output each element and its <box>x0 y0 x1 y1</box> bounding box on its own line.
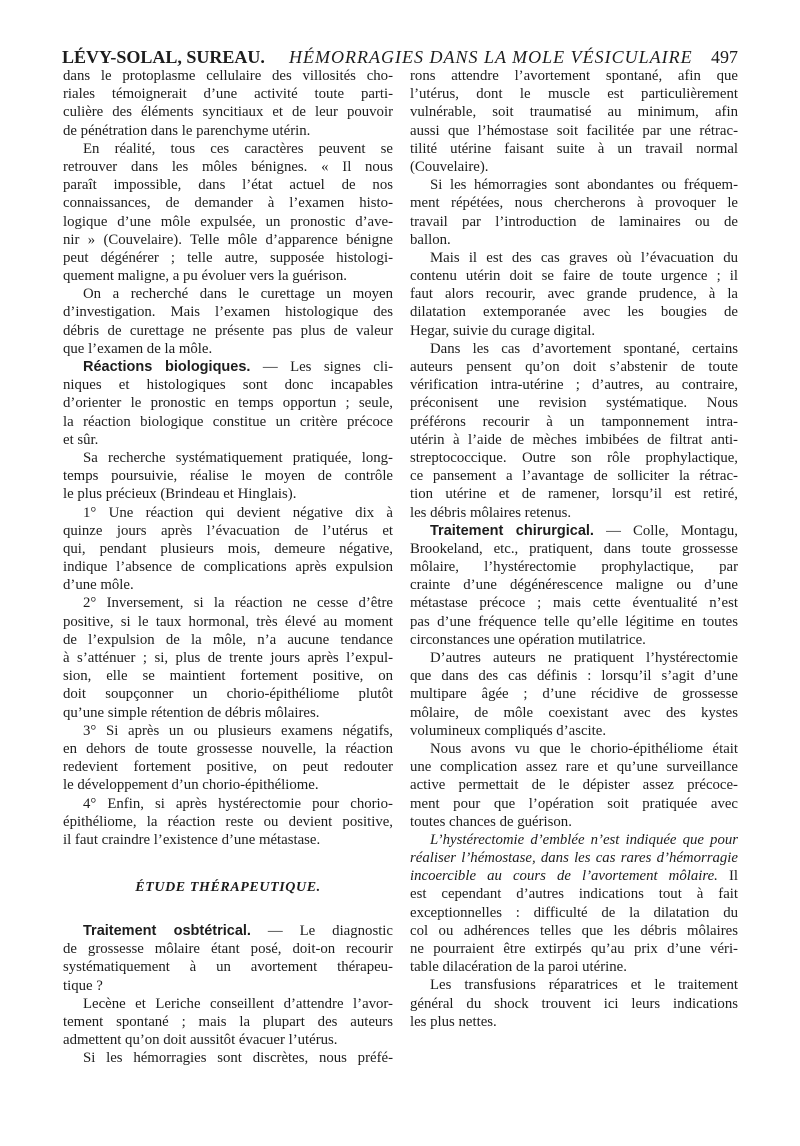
emphasis-text: réaliser l’hémostase, dans les cas rares d’hémorragie <box>410 850 738 867</box>
line-text: nir » (Couvelaire). Telle môle d’apparence bénigne <box>63 231 393 248</box>
line-text: le développement d’un chorio-épithéliome. <box>63 777 319 794</box>
text-line <box>63 831 393 849</box>
text-line <box>410 631 738 649</box>
text-line <box>410 213 738 231</box>
text-line <box>410 122 738 140</box>
text-line <box>63 795 393 813</box>
page-number: 497 <box>711 47 738 67</box>
line-text: — Les signes cli- <box>250 359 393 375</box>
text-line <box>410 958 738 976</box>
line-text: de l’expulsion de la môle, n’a aucune tendance <box>63 631 393 648</box>
text-line <box>63 995 393 1013</box>
line-text: ment pour que l’opération soit pratiquée avec <box>410 795 738 812</box>
text-line <box>410 667 738 685</box>
text-line <box>63 413 393 431</box>
text-line <box>63 977 393 995</box>
paragraph <box>63 722 393 795</box>
text-line <box>410 867 738 885</box>
line-text: ne pourraient être extirpés qu’au prix d’une véri- <box>410 941 738 957</box>
line-text: qui, pendant plusieurs mois, demeure négative, <box>63 540 393 557</box>
text-line <box>63 504 393 522</box>
line-text: ment répétées, nous chercherons à provoquer le <box>410 195 738 212</box>
text-line <box>410 249 738 267</box>
text-line <box>63 303 393 321</box>
paragraph <box>63 285 393 358</box>
text-line <box>63 1013 393 1031</box>
text-line <box>63 213 393 231</box>
text-line <box>63 285 393 303</box>
text-line <box>410 449 738 467</box>
line-text: paraît impossible, dans l’état actuel de nos <box>63 177 393 194</box>
text-line <box>63 122 393 140</box>
text-line <box>63 358 393 376</box>
line-text: D’autres auteurs ne pratiquent l’hystérectomie <box>430 650 738 666</box>
line-text: préférons recourir à un tamponnement intra- <box>410 413 738 430</box>
line-text: tique ? <box>63 977 103 994</box>
text-line <box>410 103 738 121</box>
run-in-heading: Traitement chirurgical. <box>430 522 594 539</box>
text-line <box>410 394 738 412</box>
text-line <box>410 813 738 831</box>
text-line <box>63 758 393 776</box>
paragraph <box>63 504 393 595</box>
line-text: streptococcique. Outre son rôle prophylactique, <box>410 449 738 466</box>
line-text: faut alors recourir, avec grande prudence, à la <box>410 286 738 303</box>
line-text: d’une môle. <box>63 577 134 594</box>
paragraph <box>410 176 738 249</box>
line-text: il faut craindre l’existence d’une métastase. <box>63 831 321 848</box>
line-text: épithéliome, la réaction reste ou devient positive, <box>63 813 393 830</box>
text-line <box>63 631 393 649</box>
line-text: Dans les cas d’avortement spontané, certains <box>430 340 738 357</box>
text-line <box>63 522 393 540</box>
line-text: Lecène et Leriche conseillent d’attendre l’avor- <box>83 995 393 1012</box>
text-line <box>410 140 738 158</box>
line-text: de pénétration dans le parenchyme utérin. <box>63 122 311 139</box>
line-text: Hegar, suivie du curage digital. <box>410 322 596 339</box>
left-column-text-continued <box>63 922 393 1068</box>
text-line <box>410 1013 738 1031</box>
line-text: circonstances une opération mutilatrice. <box>410 631 646 648</box>
text-line <box>63 667 393 685</box>
text-line <box>410 594 738 612</box>
line-text: ce pansement a l’avantage de solliciter la rétrac- <box>410 468 738 485</box>
line-text: toutes chances de guérison. <box>410 813 572 830</box>
paragraph <box>63 67 393 140</box>
text-line <box>410 649 738 667</box>
line-text: l’utérus, dont le muscle est particulièrement <box>410 86 738 103</box>
line-text: temps poursuivie, réalise le moyen de contrôle <box>63 468 393 485</box>
text-line <box>63 594 393 612</box>
text-line <box>410 995 738 1013</box>
text-line <box>410 504 738 522</box>
text-line <box>410 376 738 394</box>
text-line <box>410 231 738 249</box>
section-heading: ÉTUDE THÉRAPEUTIQUE. <box>135 880 321 895</box>
line-text: — Colle, Montagu, <box>593 522 738 539</box>
line-text: môlaire, de môle coexistant avec des kystes <box>410 704 738 721</box>
text-line <box>63 431 393 449</box>
text-line <box>410 67 738 85</box>
line-text: — Le diagnostic <box>250 923 393 939</box>
line-text: que dans des cas définis : lorsqu’il s’agit d’une <box>410 668 738 685</box>
right-column <box>410 67 738 1031</box>
line-text: active permettait de le dépister assez précoce- <box>410 777 738 794</box>
text-line <box>410 922 738 940</box>
text-line <box>410 267 738 285</box>
line-text: en dehors de toute grossesse nouvelle, la réaction <box>63 740 393 757</box>
line-text: logique d’une môle expulsée, un pronostic d’ave- <box>63 213 393 230</box>
text-line <box>63 613 393 631</box>
text-line <box>410 722 738 740</box>
line-text: est cependant d’autres indications tout à fait <box>410 886 738 903</box>
text-line <box>63 140 393 158</box>
line-text: Mais il est des cas graves où l’évacuation du <box>430 249 738 266</box>
line-text: indique l’absence de complications après expulsion <box>63 559 393 576</box>
text-line <box>63 576 393 594</box>
line-text: travail par l’introduction de laminaires ou de <box>410 213 738 230</box>
text-line <box>410 613 738 631</box>
text-line <box>63 394 393 412</box>
text-line <box>63 485 393 503</box>
text-line <box>63 776 393 794</box>
line-text: positive, si le taux hormonal, très élevé au moment <box>63 613 393 630</box>
text-line <box>63 267 393 285</box>
text-line <box>410 576 738 594</box>
line-text: quement maligne, a pu évoluer vers la guérison. <box>63 268 347 285</box>
text-line <box>63 958 393 976</box>
text-line <box>63 249 393 267</box>
line-text: En réalité, tous ces caractères peuvent se <box>83 140 393 157</box>
line-text: môlaire, l’hystérectomie prophylactique, par <box>410 559 738 576</box>
text-line <box>63 922 393 940</box>
line-text: Les transfusions réparatrices et le traitement <box>430 977 738 994</box>
line-text: (Couvelaire). <box>410 158 489 175</box>
running-head-authors: LÉVY-SOLAL, SUREAU. <box>62 47 265 67</box>
line-text: vérification intra-utérine ; d’autres, au contraire, <box>410 377 738 394</box>
text-line <box>63 740 393 758</box>
paragraph <box>410 67 738 176</box>
text-line <box>63 231 393 249</box>
line-text: vulnérable, soit traumatisé au minimum, afin <box>410 104 738 121</box>
text-line <box>410 904 738 922</box>
text-line <box>410 795 738 813</box>
text-line <box>410 431 738 449</box>
line-text: admettent qu’on doit aussitôt évacuer l’utérus. <box>63 1032 338 1049</box>
text-line <box>63 540 393 558</box>
line-text: retrouver dans les môles bénignes. « Il nous <box>63 158 393 175</box>
line-text: que l’examen de la môle. <box>63 340 213 357</box>
text-line <box>63 176 393 194</box>
line-text: redevient fortement positive, on peut redouter <box>63 759 393 776</box>
left-column <box>63 67 393 1107</box>
text-line <box>63 376 393 394</box>
line-text: Nous avons vu que le chorio-épithéliome était <box>430 740 738 757</box>
text-line <box>410 158 738 176</box>
text-line <box>410 558 738 576</box>
line-text: d’investigation. Mais l’examen histologique des <box>63 304 393 321</box>
line-text: tilité utérine faisant suite à un travail normal <box>410 140 738 157</box>
line-text: tion utérine et de ramener, lorsqu’il est retiré, <box>410 486 738 503</box>
line-text: 1° Une réaction qui devient négative dix à <box>83 504 393 521</box>
text-line <box>63 322 393 340</box>
line-text: de grossesse môlaire étant posé, doit-on recourir <box>63 941 393 958</box>
text-line <box>410 322 738 340</box>
line-text: exceptionnelles : difficulté de la dilatation du <box>410 904 738 921</box>
line-text: les débris môlaires retenus. <box>410 504 572 521</box>
paragraph <box>410 340 738 522</box>
paragraph <box>63 1049 393 1067</box>
text-line <box>410 413 738 431</box>
line-text: rons attendre l’avortement spontané, afin que <box>410 68 738 84</box>
line-text: niques et histologiques sont donc incapables <box>63 377 393 394</box>
line-text: qu’une simple rétention de débris môlaires. <box>63 704 320 721</box>
line-text: général du shock trouvent ici leurs indications <box>410 995 738 1012</box>
line-text: le plus précieux (Brindeau et Hinglais). <box>63 486 297 503</box>
text-line <box>410 704 738 722</box>
paragraph <box>410 249 738 340</box>
paragraph <box>410 522 738 649</box>
text-line <box>410 85 738 103</box>
line-text: débris de curettage ne présente pas plus de valeur <box>63 322 393 339</box>
text-line <box>410 540 738 558</box>
line-text: les plus nettes. <box>410 1013 497 1030</box>
line-text: aussi que l’hémostase soit facilitée par une rétrac- <box>410 122 738 139</box>
text-line <box>63 1031 393 1049</box>
line-text: quinze jours après l’évacuation de l’utérus et <box>63 522 393 539</box>
text-line <box>63 558 393 576</box>
text-line <box>63 194 393 212</box>
line-text: tement spontané ; mais la plupart des auteurs <box>63 1013 393 1030</box>
paragraph <box>410 831 738 977</box>
line-text: riales témoignerait d’une activité toute parti- <box>63 86 393 103</box>
text-line <box>63 340 393 358</box>
line-text: 2° Inversement, si la réaction ne cesse d’être <box>83 595 393 612</box>
line-text: utérin à l’aide de mèches imbibées de filtrat anti- <box>410 431 738 448</box>
text-line <box>410 522 738 540</box>
text-line <box>63 704 393 722</box>
text-line <box>410 485 738 503</box>
paragraph <box>410 976 738 1031</box>
line-text: On a recherché dans le curettage un moyen <box>83 286 393 303</box>
run-in-heading: Réactions biologiques. <box>83 359 251 375</box>
line-text: une complication assez rare et qu’une surveillance <box>410 759 738 776</box>
text-line <box>410 776 738 794</box>
line-text: préconisent une revision systématique. Nous <box>410 395 738 412</box>
line-text: multipare âgée ; d’une récidive de grossesse <box>410 686 738 703</box>
line-text: crainte d’une dégénérescence maligne ou d’une <box>410 577 738 594</box>
text-line <box>410 194 738 212</box>
paragraph <box>410 740 738 831</box>
line-text: dilatation extemporanée avec les bougies de <box>410 304 738 321</box>
text-line <box>63 1049 393 1067</box>
text-line <box>63 103 393 121</box>
text-line <box>410 358 738 376</box>
line-text: col ou adhérences telles que les débris môlaires <box>410 922 738 939</box>
run-in-heading: Traitement osbtétrical. <box>83 923 251 939</box>
text-line <box>410 758 738 776</box>
line-text: volumineux compliqués d’ascite. <box>410 722 607 739</box>
line-text: dans le protoplasme cellulaire des villosités cho- <box>63 68 393 84</box>
line-text: doit soupçonner un chorio-épithéliome plutôt <box>63 686 393 703</box>
text-line <box>410 176 738 194</box>
line-text: d’orienter le pronostic en temps opportun ; seule, <box>63 395 393 412</box>
running-head-title: HÉMORRAGIES DANS LA MOLE VÉSICULAIRE <box>289 47 693 67</box>
paragraph <box>63 449 393 504</box>
text-line <box>410 685 738 703</box>
text-line <box>410 976 738 994</box>
line-text: Brookeland, etc., pratiquent, dans toute grossesse <box>410 540 738 557</box>
text-line <box>63 649 393 667</box>
paragraph <box>63 995 393 1050</box>
paragraph <box>63 795 393 850</box>
text-line <box>410 285 738 303</box>
text-line <box>63 813 393 831</box>
line-text: à s’atténuer ; si, plus de trente jours après l’expul- <box>63 650 393 666</box>
paragraph <box>63 140 393 286</box>
line-text: 4° Enfin, si après hystérectomie pour chorio- <box>83 795 393 812</box>
line-text: contenu utérin doit se faire de toute urgence ; il <box>410 268 738 285</box>
text-line <box>63 67 393 85</box>
line-text: connaissances, de demander à l’examen histo- <box>63 195 393 212</box>
line-text: métastase précoce ; mais cette éventualité n’est <box>410 595 738 612</box>
text-line <box>410 940 738 958</box>
line-text: peut dégénérer ; telle autre, supposée histologi- <box>63 249 393 266</box>
text-line <box>63 158 393 176</box>
line-text: table dilacération de la paroi utérine. <box>410 959 627 976</box>
line-text: auteurs pensent qu’on doit s’abstenir de toute <box>410 359 738 375</box>
line-text: sion, elle se maintient fortement positive, on <box>63 668 393 685</box>
line-text: systématiquement à un avortement thérapeu- <box>63 959 393 976</box>
paragraph <box>63 922 393 995</box>
line-text: 3° Si après un ou plusieurs examens négatifs, <box>83 722 393 739</box>
text-line <box>410 849 738 867</box>
text-line <box>63 722 393 740</box>
text-line <box>410 467 738 485</box>
text-line <box>63 940 393 958</box>
line-text: Si les hémorragies sont abondantes ou fréquem- <box>430 177 738 194</box>
paragraph <box>63 594 393 721</box>
emphasis-text: incoercible au cours de l’avortement môlaire. <box>410 868 718 885</box>
paragraph <box>63 358 393 449</box>
text-line <box>63 449 393 467</box>
running-head <box>0 0 800 72</box>
paragraph <box>410 649 738 740</box>
text-line <box>410 303 738 321</box>
text-line <box>63 685 393 703</box>
line-text: Il <box>717 868 738 885</box>
line-text: pas d’une fréquence telle qu’elle légitime en toutes <box>410 613 738 630</box>
line-text: culière des éléments syncitiaux et de leur pouvoir <box>63 104 393 121</box>
line-text: et sûr. <box>63 431 99 448</box>
line-text: Si les hémorragies sont discrètes, nous préfé- <box>83 1050 393 1067</box>
line-text: la réaction biologique constitue un critère précoce <box>63 413 393 430</box>
text-line <box>410 831 738 849</box>
text-line <box>410 740 738 758</box>
line-text: ballon. <box>410 231 451 248</box>
line-text: Sa recherche systématiquement pratiquée, long- <box>83 449 393 466</box>
emphasis-text: L’hystérectomie d’emblée n’est indiquée que pour <box>430 831 738 848</box>
text-line <box>63 467 393 485</box>
text-line <box>410 885 738 903</box>
text-line <box>410 340 738 358</box>
text-line <box>63 85 393 103</box>
left-column-text <box>63 67 393 849</box>
